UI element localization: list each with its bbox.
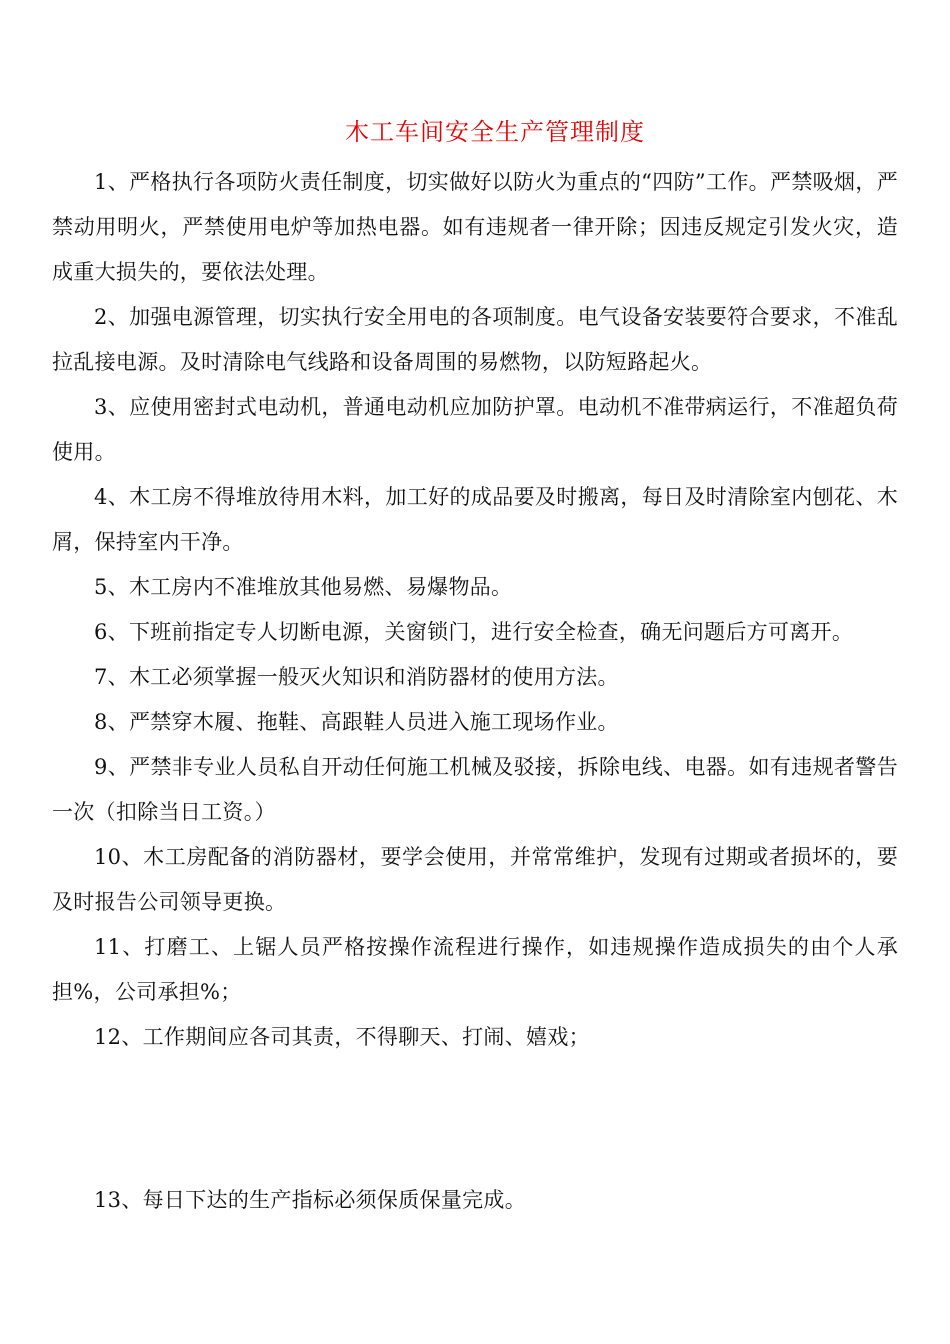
- rule-paragraph-2: 2、加强电源管理，切实执行安全用电的各项制度。电气设备安装要符合要求，不准乱拉乱接电源。及时清除电气线路和设备周围的易燃物，以防短路起火。: [52, 305, 898, 374]
- rule-paragraph-13: 13、每日下达的生产指标必须保质保量完成。: [94, 1188, 527, 1212]
- rule-paragraph-12: 12、工作期间应各司其责，不得聊天、打闹、嬉戏；: [94, 1025, 590, 1049]
- rule-paragraph-1: 1、严格执行各项防火责任制度，切实做好以防火为重点的“四防”工作。严禁吸烟，严禁动用明火，严禁使用电炉等加热电器。如有违规者一律开除；因违反规定引发火灾，造成重大损失的，要依法处理。: [52, 170, 898, 284]
- document-body: [52, 160, 898, 1223]
- rule-paragraph-7: 7、木工必须掌握一般灭火知识和消防器材的使用方法。: [94, 665, 619, 689]
- rule-paragraph-6: 6、下班前指定专人切断电源，关窗锁门，进行安全检查，确无问题后方可离开。: [94, 620, 854, 644]
- document-title: 木工车间安全生产管理制度: [345, 118, 645, 146]
- rule-paragraph-4: 4、木工房不得堆放待用木料，加工好的成品要及时搬离，每日及时清除室内刨花、木屑，保持室内干净。: [52, 485, 898, 554]
- rule-paragraph-9: 9、严禁非专业人员私自开动任何施工机械及驳接，拆除电线、电器。如有违规者警告一次（扣除当日工资。）: [52, 755, 898, 824]
- rule-paragraph-3: 3、应使用密封式电动机，普通电动机应加防护罩。电动机不准带病运行，不准超负荷使用。: [52, 395, 898, 464]
- rule-paragraph-8: 8、严禁穿木履、拖鞋、高跟鞋人员进入施工现场作业。: [94, 710, 619, 734]
- rule-paragraph-11: 11、打磨工、上锯人员严格按操作流程进行操作，如违规操作造成损失的由个人承担%，公司承担%；: [52, 935, 898, 1004]
- rule-paragraph-5: 5、木工房内不准堆放其他易燃、易爆物品。: [94, 575, 513, 599]
- rule-paragraph-10: 10、木工房配备的消防器材，要学会使用，并常常维护，发现有过期或者损坏的，要及时报告公司领导更换。: [52, 845, 898, 914]
